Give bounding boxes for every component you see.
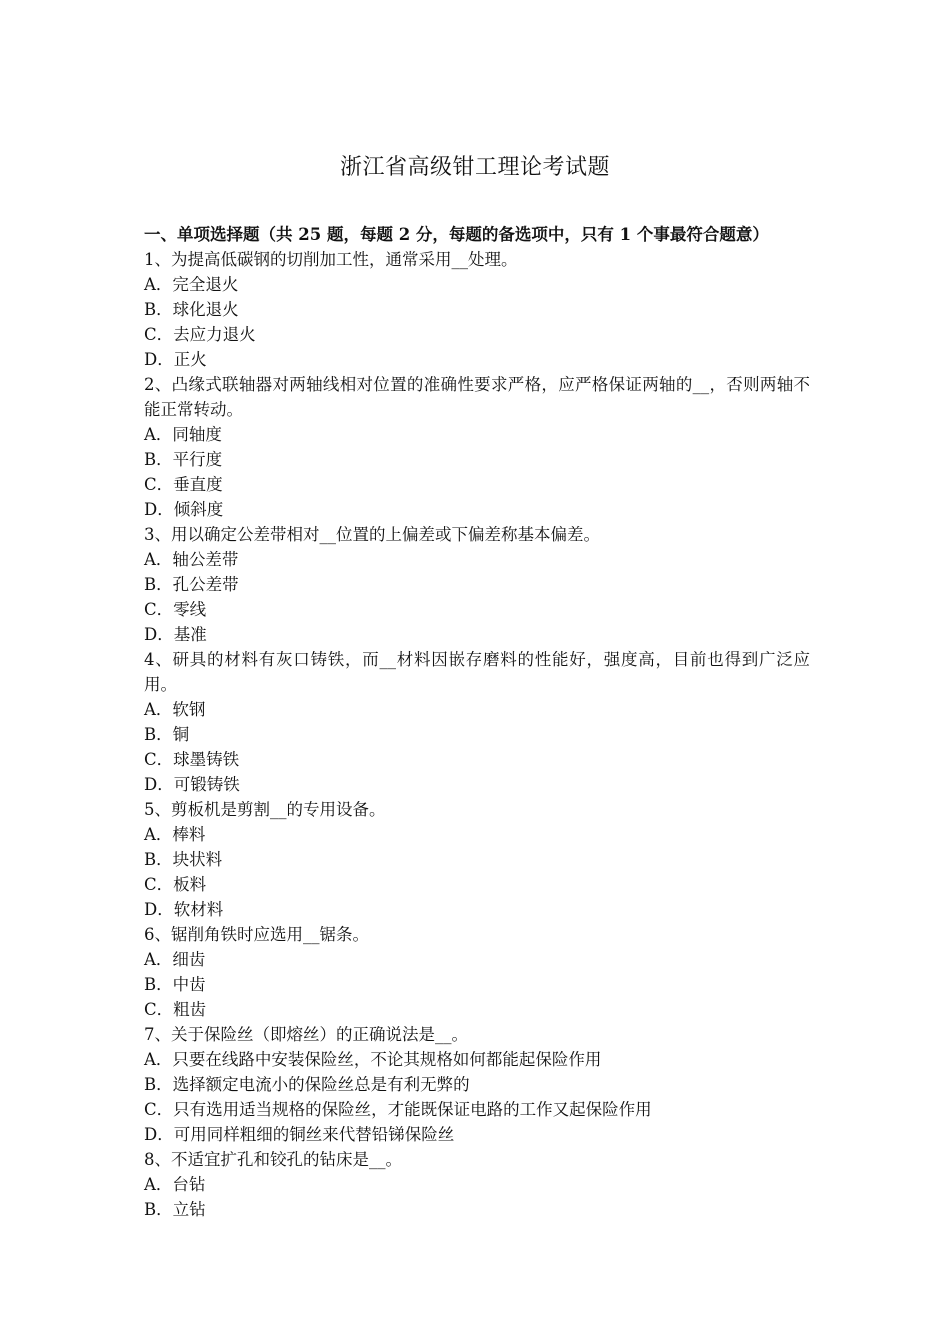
option-a: A．软钢 (144, 700, 206, 719)
question-3 (144, 522, 810, 647)
option-c: C．去应力退火 (144, 325, 256, 344)
option-b: B．立钻 (144, 1200, 206, 1219)
option-c: C．零线 (144, 600, 207, 619)
option-b: B．球化退火 (144, 300, 239, 319)
option-c: C．板料 (144, 875, 207, 894)
option-d: D．基准 (144, 625, 207, 644)
option-b: B．孔公差带 (144, 575, 239, 594)
option-b: B．选择额定电流小的保险丝总是有利无弊的 (144, 1075, 470, 1094)
option-a: A．同轴度 (144, 425, 222, 444)
question-8 (144, 1147, 810, 1222)
question-7 (144, 1022, 810, 1147)
option-a: A．台钻 (144, 1175, 206, 1194)
question-stem: 3、用以确定公差带相对__位置的上偏差或下偏差称基本偏差。 (144, 525, 600, 544)
option-b: B．铜 (144, 725, 190, 744)
question-2 (144, 372, 810, 522)
option-b: B．块状料 (144, 850, 223, 869)
question-1 (144, 247, 810, 372)
section-heading: 一、单项选择题（共 25 题，每题 2 分，每题的备选项中，只有 1 个事最符合题意） (144, 225, 769, 244)
option-a: A．完全退火 (144, 275, 239, 294)
question-stem: 4、研具的材料有灰口铸铁，而__材料因嵌存磨料的性能好，强度高，目前也得到广泛应用。 (144, 650, 810, 694)
question-stem: 7、关于保险丝（即熔丝）的正确说法是__。 (144, 1025, 468, 1044)
option-b: B．中齿 (144, 975, 206, 994)
question-stem: 8、不适宜扩孔和铰孔的钻床是__。 (144, 1150, 402, 1169)
question-stem: 1、为提高低碳钢的切削加工性，通常采用__处理。 (144, 250, 518, 269)
option-d: D．可锻铸铁 (144, 775, 240, 794)
option-c: C．球墨铸铁 (144, 750, 240, 769)
question-stem: 5、剪板机是剪割__的专用设备。 (144, 800, 386, 819)
question-stem: 2、凸缘式联轴器对两轴线相对位置的准确性要求严格，应严格保证两轴的__，否则两轴不能正常转动。 (144, 375, 810, 419)
option-d: D．正火 (144, 350, 207, 369)
question-5 (144, 797, 810, 922)
option-b: B．平行度 (144, 450, 223, 469)
option-c: C．只有选用适当规格的保险丝，才能既保证电路的工作又起保险作用 (144, 1100, 652, 1119)
question-6 (144, 922, 810, 1022)
option-a: A．棒料 (144, 825, 206, 844)
option-c: C．垂直度 (144, 475, 223, 494)
document-body (144, 222, 810, 1222)
option-d: D．可用同样粗细的铜丝来代替铅锑保险丝 (144, 1125, 455, 1144)
question-4 (144, 647, 810, 797)
option-a: A．只要在线路中安装保险丝，不论其规格如何都能起保险作用 (144, 1050, 602, 1069)
option-c: C．粗齿 (144, 1000, 207, 1019)
option-d: D．软材料 (144, 900, 224, 919)
question-stem: 6、锯削角铁时应选用__锯条。 (144, 925, 369, 944)
option-a: A．细齿 (144, 950, 206, 969)
option-d: D．倾斜度 (144, 500, 224, 519)
option-a: A．轴公差带 (144, 550, 239, 569)
document-title: 浙江省高级钳工理论考试题 (339, 155, 610, 180)
